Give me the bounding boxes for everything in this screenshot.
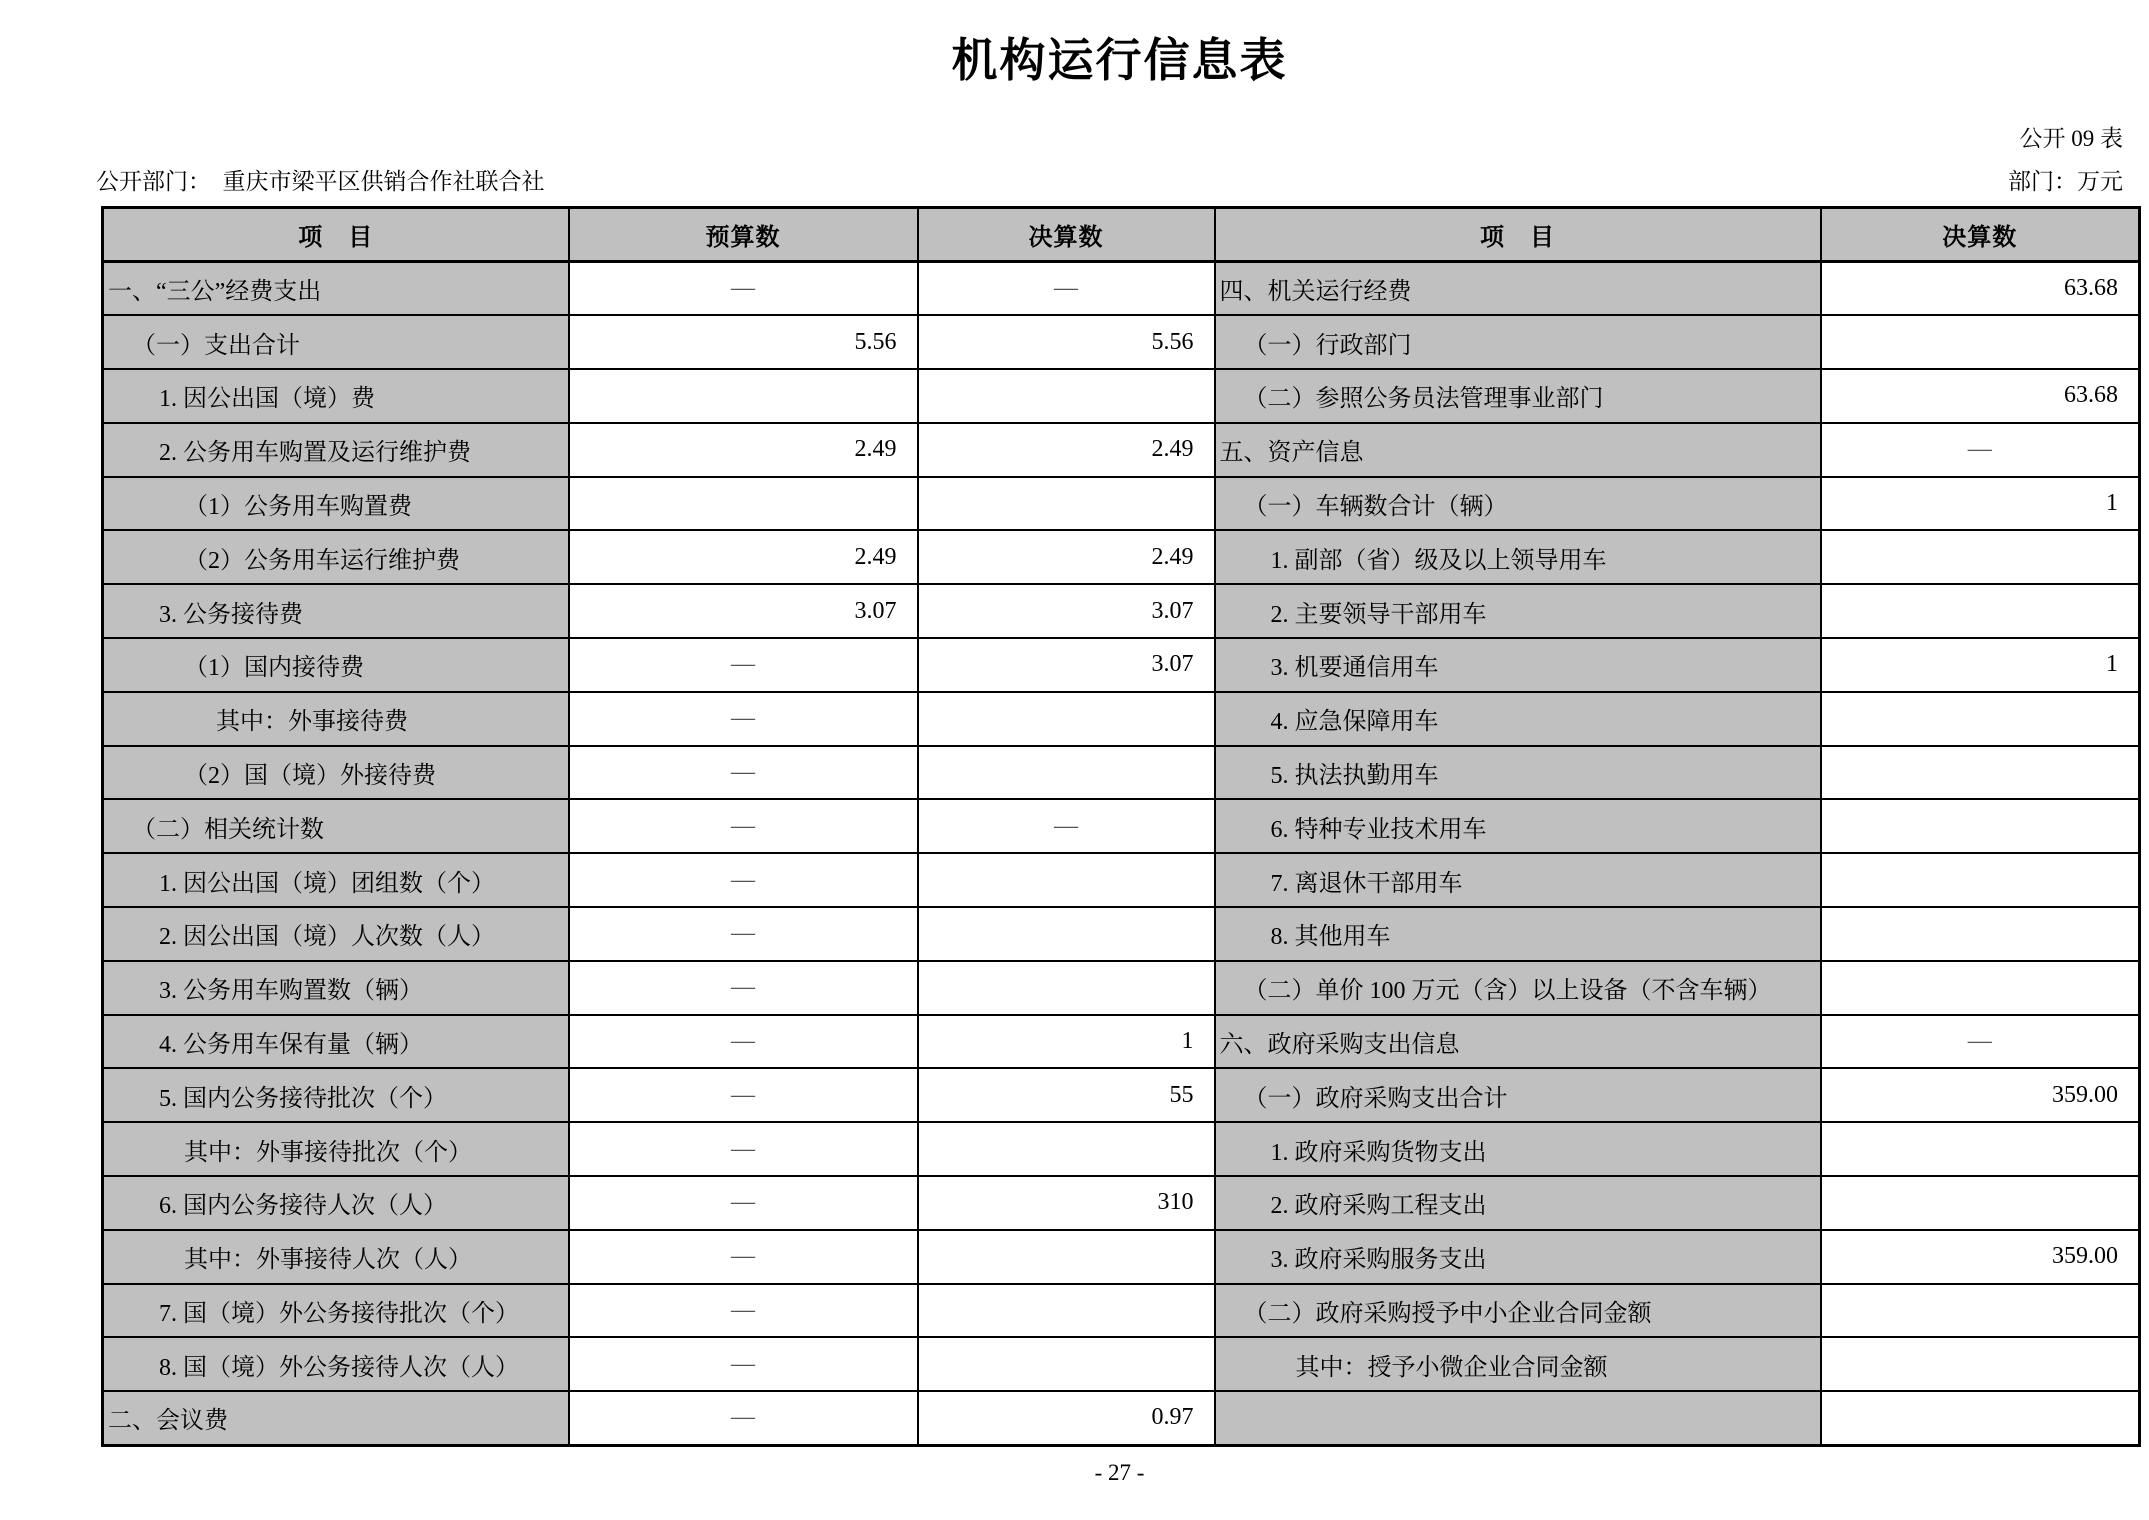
row-label-right: 2. 主要领导干部用车 xyxy=(1215,584,1821,638)
final-value-left: 0.97 xyxy=(918,1391,1215,1445)
final-value-right xyxy=(1821,907,2140,961)
table-row xyxy=(103,692,2140,746)
row-label-left: 3. 公务接待费 xyxy=(103,584,569,638)
row-label-left: （一）支出合计 xyxy=(103,315,569,369)
budget-value: — xyxy=(569,1068,918,1122)
page-title: 机构运行信息表 xyxy=(951,35,1288,86)
form-code-label: 公开 09 表 xyxy=(2019,126,2123,151)
meta-row xyxy=(96,163,2123,196)
page-number: - 27 - xyxy=(1094,1460,1145,1485)
row-label-left: 7. 国（境）外公务接待批次（个） xyxy=(103,1284,569,1338)
final-value-left: 55 xyxy=(918,1068,1215,1122)
table-row xyxy=(103,961,2140,1015)
final-value-right xyxy=(1821,1176,2140,1230)
budget-value: — xyxy=(569,799,918,853)
table-row xyxy=(103,907,2140,961)
row-label-right: 1. 政府采购货物支出 xyxy=(1215,1122,1821,1176)
header-item-left: 项 目 xyxy=(103,208,569,262)
budget-value: 2.49 xyxy=(569,423,918,477)
row-label-left: 4. 公务用车保有量（辆） xyxy=(103,1015,569,1069)
final-value-right xyxy=(1821,746,2140,800)
row-label-right: 其中：授予小微企业合同金额 xyxy=(1215,1337,1821,1391)
final-value-right: 359.00 xyxy=(1821,1068,2140,1122)
row-label-left: （二）相关统计数 xyxy=(103,799,569,853)
row-label-left: 5. 国内公务接待批次（个） xyxy=(103,1068,569,1122)
table-row xyxy=(103,584,2140,638)
budget-value: — xyxy=(569,1284,918,1338)
final-value-left xyxy=(918,1230,1215,1284)
final-value-left: 310 xyxy=(918,1176,1215,1230)
budget-value: 2.49 xyxy=(569,530,918,584)
budget-value: — xyxy=(569,1015,918,1069)
budget-value: 5.56 xyxy=(569,315,918,369)
final-value-left: 2.49 xyxy=(918,530,1215,584)
budget-value: — xyxy=(569,262,918,316)
final-value-right xyxy=(1821,799,2140,853)
department-label: 公开部门： 重庆市梁平区供销合作社联合社 xyxy=(96,169,545,194)
table-row xyxy=(103,262,2140,316)
budget-value: — xyxy=(569,1176,918,1230)
final-value-left: — xyxy=(918,262,1215,316)
final-value-left xyxy=(918,746,1215,800)
final-value-left xyxy=(918,907,1215,961)
budget-value: 3.07 xyxy=(569,584,918,638)
final-value-right: — xyxy=(1821,1015,2140,1069)
row-label-right: （一）车辆数合计（辆） xyxy=(1215,477,1821,531)
row-label-left: （2）公务用车运行维护费 xyxy=(103,530,569,584)
table-row xyxy=(103,1068,2140,1122)
final-value-right xyxy=(1821,584,2140,638)
table-body xyxy=(103,262,2140,1446)
row-label-right: 五、资产信息 xyxy=(1215,423,1821,477)
final-value-right xyxy=(1821,692,2140,746)
budget-value: — xyxy=(569,907,918,961)
final-value-left xyxy=(918,1337,1215,1391)
final-value-right xyxy=(1821,315,2140,369)
final-value-left xyxy=(918,692,1215,746)
budget-value: — xyxy=(569,1391,918,1445)
operation-info-table xyxy=(101,206,2141,1447)
table-row xyxy=(103,799,2140,853)
row-label-left: 2. 公务用车购置及运行维护费 xyxy=(103,423,569,477)
table-row xyxy=(103,530,2140,584)
row-label-right: 六、政府采购支出信息 xyxy=(1215,1015,1821,1069)
row-label-left: 6. 国内公务接待人次（人） xyxy=(103,1176,569,1230)
budget-value: — xyxy=(569,638,918,692)
row-label-right: 4. 应急保障用车 xyxy=(1215,692,1821,746)
table-row xyxy=(103,1230,2140,1284)
table-row xyxy=(103,1122,2140,1176)
final-value-left: 2.49 xyxy=(918,423,1215,477)
row-label-left: （1）公务用车购置费 xyxy=(103,477,569,531)
final-value-right xyxy=(1821,1122,2140,1176)
table-row xyxy=(103,369,2140,423)
row-label-left: 其中：外事接待费 xyxy=(103,692,569,746)
budget-value xyxy=(569,477,918,531)
row-label-left: 其中：外事接待人次（人） xyxy=(103,1230,569,1284)
row-label-right: （二）参照公务员法管理事业部门 xyxy=(1215,369,1821,423)
row-label-left: 二、会议费 xyxy=(103,1391,569,1445)
row-label-right: 3. 机要通信用车 xyxy=(1215,638,1821,692)
final-value-right: 63.68 xyxy=(1821,262,2140,316)
final-value-right: 1 xyxy=(1821,477,2140,531)
table-row xyxy=(103,638,2140,692)
final-value-right: 359.00 xyxy=(1821,1230,2140,1284)
table-header xyxy=(103,208,2140,262)
table-row xyxy=(103,1391,2140,1445)
final-value-left xyxy=(918,1122,1215,1176)
row-label-left: 其中：外事接待批次（个） xyxy=(103,1122,569,1176)
budget-value: — xyxy=(569,961,918,1015)
final-value-right xyxy=(1821,1391,2140,1445)
final-value-left xyxy=(918,853,1215,907)
header-budget: 预算数 xyxy=(569,208,918,262)
table-row xyxy=(103,315,2140,369)
table-row xyxy=(103,1015,2140,1069)
final-value-left xyxy=(918,369,1215,423)
final-value-right xyxy=(1821,1284,2140,1338)
table-row xyxy=(103,853,2140,907)
table-row xyxy=(103,1337,2140,1391)
row-label-right: 1. 副部（省）级及以上领导用车 xyxy=(1215,530,1821,584)
final-value-left: 3.07 xyxy=(918,584,1215,638)
table-row xyxy=(103,746,2140,800)
final-value-left: 3.07 xyxy=(918,638,1215,692)
header-final-left: 决算数 xyxy=(918,208,1215,262)
row-label-right: 8. 其他用车 xyxy=(1215,907,1821,961)
row-label-right: （一）行政部门 xyxy=(1215,315,1821,369)
final-value-right xyxy=(1821,853,2140,907)
final-value-left: 5.56 xyxy=(918,315,1215,369)
row-label-left: 1. 因公出国（境）费 xyxy=(103,369,569,423)
row-label-right xyxy=(1215,1391,1821,1445)
row-label-left: （2）国（境）外接待费 xyxy=(103,746,569,800)
budget-value xyxy=(569,369,918,423)
table-row xyxy=(103,1284,2140,1338)
budget-value: — xyxy=(569,1230,918,1284)
budget-value: — xyxy=(569,853,918,907)
row-label-right: 四、机关运行经费 xyxy=(1215,262,1821,316)
row-label-right: （二）政府采购授予中小企业合同金额 xyxy=(1215,1284,1821,1338)
row-label-right: 5. 执法执勤用车 xyxy=(1215,746,1821,800)
row-label-left: 8. 国（境）外公务接待人次（人） xyxy=(103,1337,569,1391)
budget-value: — xyxy=(569,1122,918,1176)
final-value-right xyxy=(1821,530,2140,584)
row-label-right: （一）政府采购支出合计 xyxy=(1215,1068,1821,1122)
row-label-right: （二）单价 100 万元（含）以上设备（不含车辆） xyxy=(1215,961,1821,1015)
budget-value: — xyxy=(569,746,918,800)
final-value-right: — xyxy=(1821,423,2140,477)
row-label-left: 1. 因公出国（境）团组数（个） xyxy=(103,853,569,907)
budget-value: — xyxy=(569,692,918,746)
final-value-left: 1 xyxy=(918,1015,1215,1069)
unit-label: 部门：万元 xyxy=(2008,169,2123,194)
row-label-left: （1）国内接待费 xyxy=(103,638,569,692)
final-value-left xyxy=(918,1284,1215,1338)
final-value-left xyxy=(918,961,1215,1015)
final-value-right xyxy=(1821,1337,2140,1391)
final-value-right xyxy=(1821,961,2140,1015)
table-row xyxy=(103,477,2140,531)
row-label-right: 6. 特种专业技术用车 xyxy=(1215,799,1821,853)
final-value-right: 63.68 xyxy=(1821,369,2140,423)
final-value-right: 1 xyxy=(1821,638,2140,692)
header-item-right: 项 目 xyxy=(1215,208,1821,262)
row-label-left: 3. 公务用车购置数（辆） xyxy=(103,961,569,1015)
row-label-left: 2. 因公出国（境）人次数（人） xyxy=(103,907,569,961)
budget-value: — xyxy=(569,1337,918,1391)
row-label-left: 一、“三公”经费支出 xyxy=(103,262,569,316)
row-label-right: 2. 政府采购工程支出 xyxy=(1215,1176,1821,1230)
header-final-right: 决算数 xyxy=(1821,208,2140,262)
final-value-left: — xyxy=(918,799,1215,853)
table-row xyxy=(103,1176,2140,1230)
table-row xyxy=(103,423,2140,477)
row-label-right: 7. 离退休干部用车 xyxy=(1215,853,1821,907)
final-value-left xyxy=(918,477,1215,531)
row-label-right: 3. 政府采购服务支出 xyxy=(1215,1230,1821,1284)
